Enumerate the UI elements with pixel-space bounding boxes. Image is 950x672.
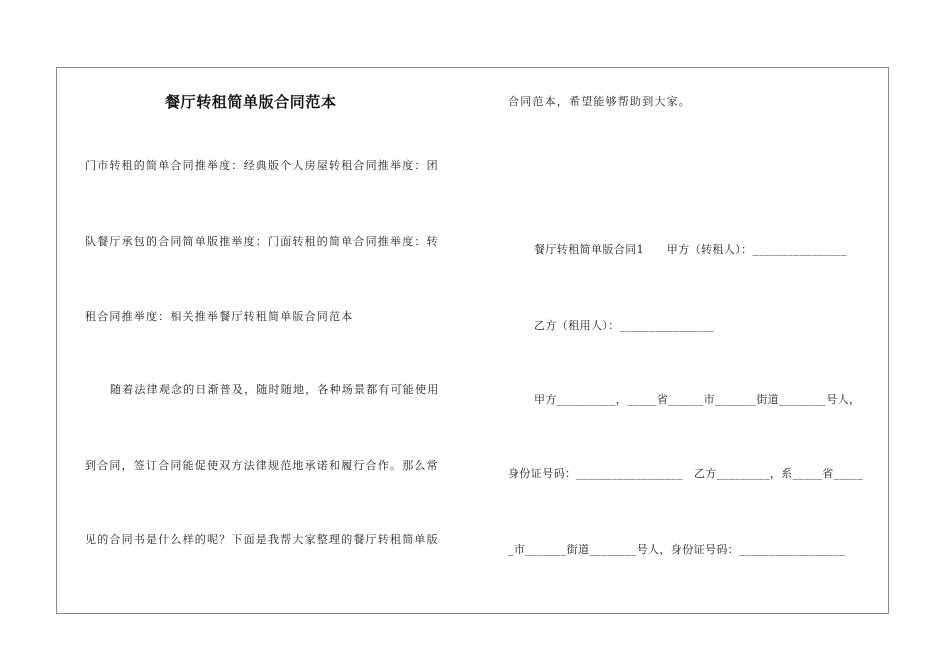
right-line-2: 餐厅转租简单版合同1 甲方（转租人）：________________ bbox=[534, 243, 847, 256]
left-line-6: 见的合同书是什么样的呢？下面是我帮大家整理的餐厅转租简单版 bbox=[85, 533, 439, 546]
right-line-3: 乙方（租用人）：________________ bbox=[534, 319, 715, 332]
right-line-6: _市_______街道________号人，身份证号码：__________________ bbox=[508, 543, 846, 556]
left-line-5: 到合同，签订合同能促使双方法律规范地承诺和履行合作。那么常 bbox=[85, 459, 439, 472]
left-line-1: 门市转租的简单合同推举度：经典版个人房屋转租合同推举度：团 bbox=[85, 159, 439, 172]
document-title: 餐厅转租简单版合同范本 bbox=[165, 93, 337, 111]
left-line-3: 租合同推举度：相关推举餐厅转租简单版合同范本 bbox=[85, 310, 354, 323]
right-line-5: 身份证号码：__________________ 乙方_________，系_____省_____ bbox=[508, 467, 864, 480]
left-line-4: 随着法律观念的日渐普及，随时随地，各种场景都有可能使用 bbox=[110, 383, 440, 396]
right-line-4: 甲方__________，_____省______市_______街道________号人， bbox=[534, 393, 861, 406]
page-frame bbox=[56, 67, 889, 614]
right-line-1: 合同范本，希望能够帮助到大家。 bbox=[508, 95, 691, 108]
left-line-2: 队餐厅承包的合同简单版推举度：门面转租的简单合同推举度：转 bbox=[85, 235, 439, 248]
